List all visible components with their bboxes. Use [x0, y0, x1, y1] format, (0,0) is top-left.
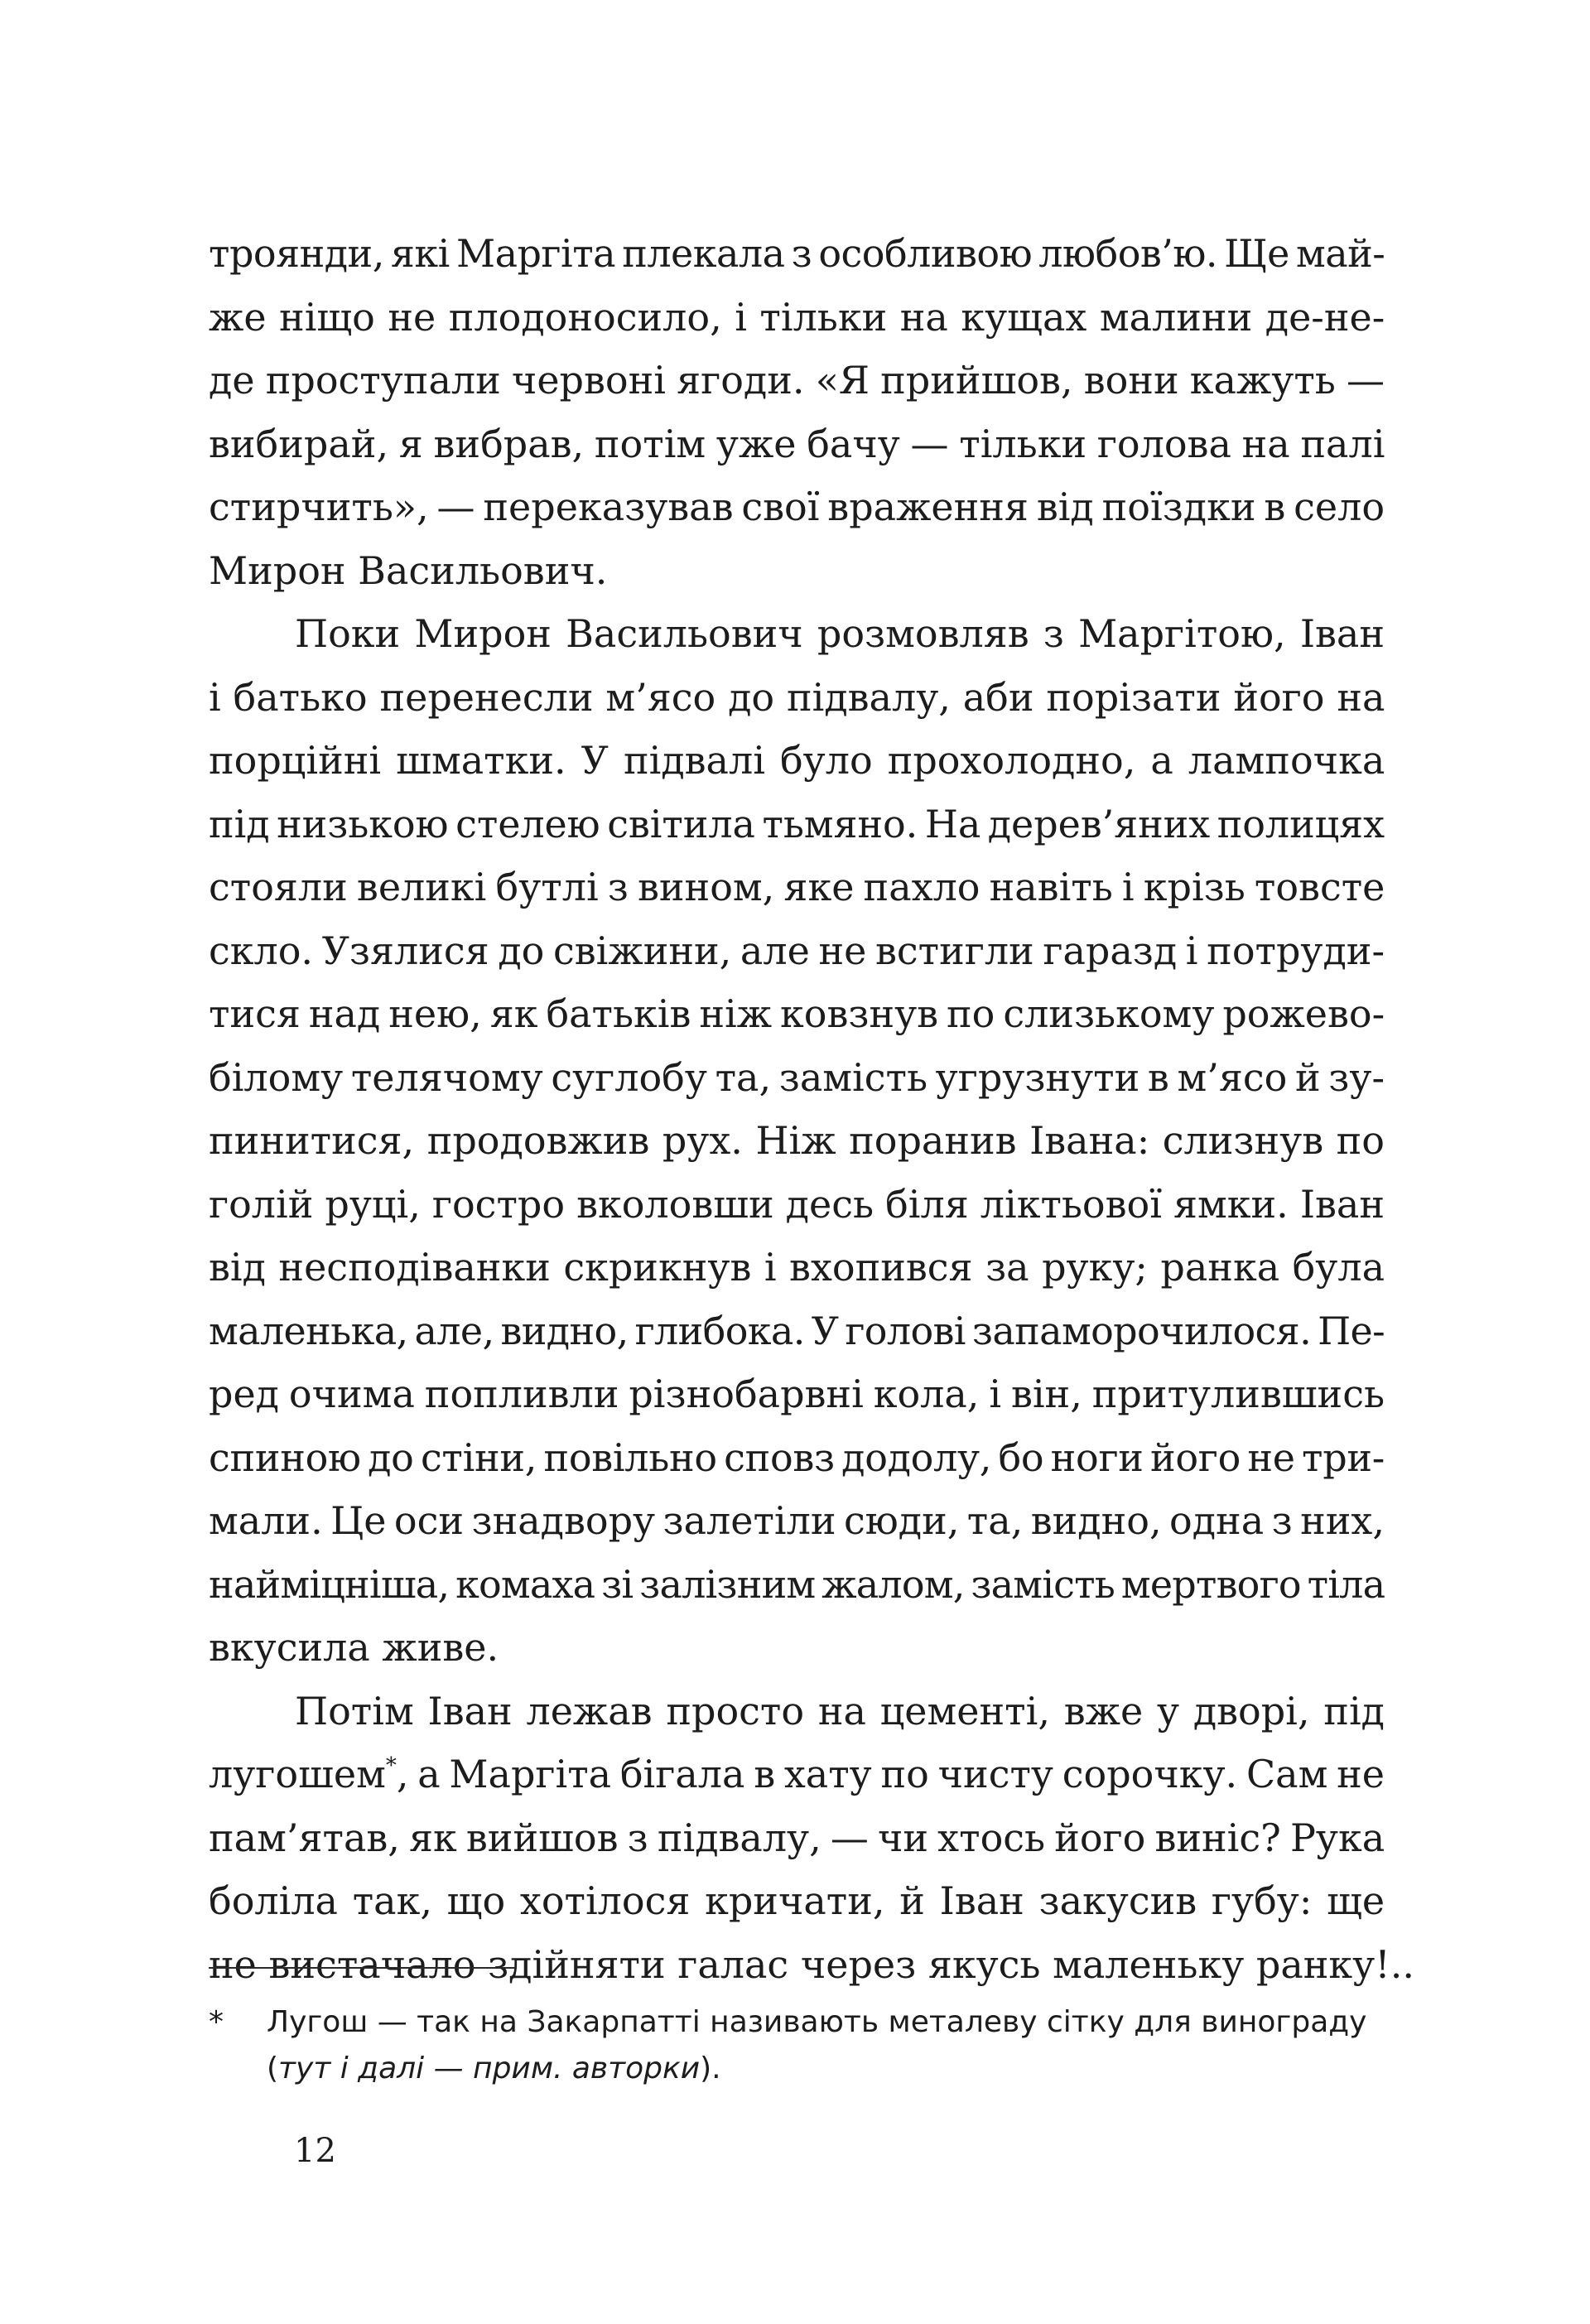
page-number: 12 [294, 2132, 336, 2170]
footnote-marker: * [209, 2005, 224, 2039]
text-line: спиною до стіни, повільно сповз додолу, бо ноги його не три- [209, 1434, 1385, 1480]
text-line: і батько перенесли м’ясо до підвалу, аби порізати його на [209, 674, 1385, 720]
paragraph-1 [209, 222, 1385, 602]
text-line: від несподіванки скрикнув і вхопився за руку; ранка була [209, 1245, 1385, 1290]
paragraph-2 [209, 602, 1385, 1680]
footnote-italic-note: тут і далі — прим. авторки [278, 2052, 701, 2085]
footnote-paren-close: ). [700, 2052, 721, 2085]
body-text [209, 222, 1414, 1996]
footnote-divider [209, 1967, 517, 1969]
text-segment: , а Маргіта бігала в хату по чисту сорочку. Сам не [396, 1752, 1385, 1796]
text-line: мали. Це оси знадвору залетіли сюди, та, видно, одна з них, [209, 1498, 1385, 1543]
text-line: де проступали червоні ягоди. «Я прийшов, вони кажуть — [209, 358, 1385, 403]
text-line: під низькою стелею світила тьмяно. На дерев’яних полицях [209, 801, 1385, 846]
text-line-with-footnote [209, 1743, 1385, 1806]
text-line: Потім Іван лежав просто на цементі, вже у дворі, під [295, 1688, 1385, 1733]
text-line: порційні шматки. У підвалі було прохолодно, а лампочка [209, 738, 1385, 783]
text-line: не вистачало здійняти галас через якусь маленьку ранку!.. [209, 1941, 1414, 1987]
text-line: вкусила живе. [209, 1625, 499, 1670]
text-line: Мирон Васильович. [209, 547, 608, 593]
footnote-paren-open: ( [267, 2052, 279, 2085]
footnote [209, 1999, 1385, 2092]
text-line: білому телячому суглобу та, замість угрузнути в м’ясо й зу- [209, 1054, 1385, 1100]
text-line: боліла так, що хотілося кричати, й Іван закусив губу: ще [209, 1878, 1385, 1923]
paragraph-3 [209, 1680, 1414, 1997]
text-line: Поки Мирон Васильович розмовляв з Маргітою, Іван [295, 611, 1385, 656]
text-line: пам’ятав, як вийшов з підвалу, — чи хтось його виніс? Рука [209, 1815, 1385, 1860]
text-line: наймiцніша, комаха зі залізним жалом, замість мертвого тіла [209, 1561, 1385, 1607]
text-line: маленька, але, видно, глибока. У голові запаморочилося. Пе- [209, 1308, 1385, 1353]
text-line: стояли великі бутлі з вином, яке пахло навіть і крізь товсте [209, 865, 1385, 909]
footnote-line: Лугош — так на Закарпатті називають металеву сітку для винограду [267, 2005, 1367, 2039]
footnote-text [267, 1999, 1385, 2092]
text-line: вибирай, я вибрав, потім уже бачу — тільки голова на палі [209, 421, 1385, 466]
text-line: голій руці, гостро вколовши десь біля ліктьової ямки. Іван [209, 1181, 1385, 1227]
text-line: скло. Узялися до свіжини, але не встигли гаразд і потруди- [209, 928, 1385, 973]
footnote-reference[interactable]: * [385, 1753, 397, 1778]
text-line: стирчить», — переказував свої враження від поїздки в село [209, 485, 1385, 529]
text-segment: лугошем [209, 1752, 386, 1796]
footnote-line [267, 2046, 1385, 2092]
text-line: ред очима попливли різнобарвні кола, і він, притулившись [209, 1372, 1385, 1416]
text-line: тися над нею, як батьків ніж ковзнув по слизькому рожево- [209, 991, 1385, 1036]
text-line: пинитися, продовжив рух. Ніж поранив Івана: слизнув по [209, 1118, 1385, 1163]
text-line: троянди, які Маргіта плекала з особливою любов’ю. Ще май- [209, 231, 1385, 276]
text-line: же ніщо не плодоносило, і тільки на кущах малини де-не- [209, 294, 1385, 340]
